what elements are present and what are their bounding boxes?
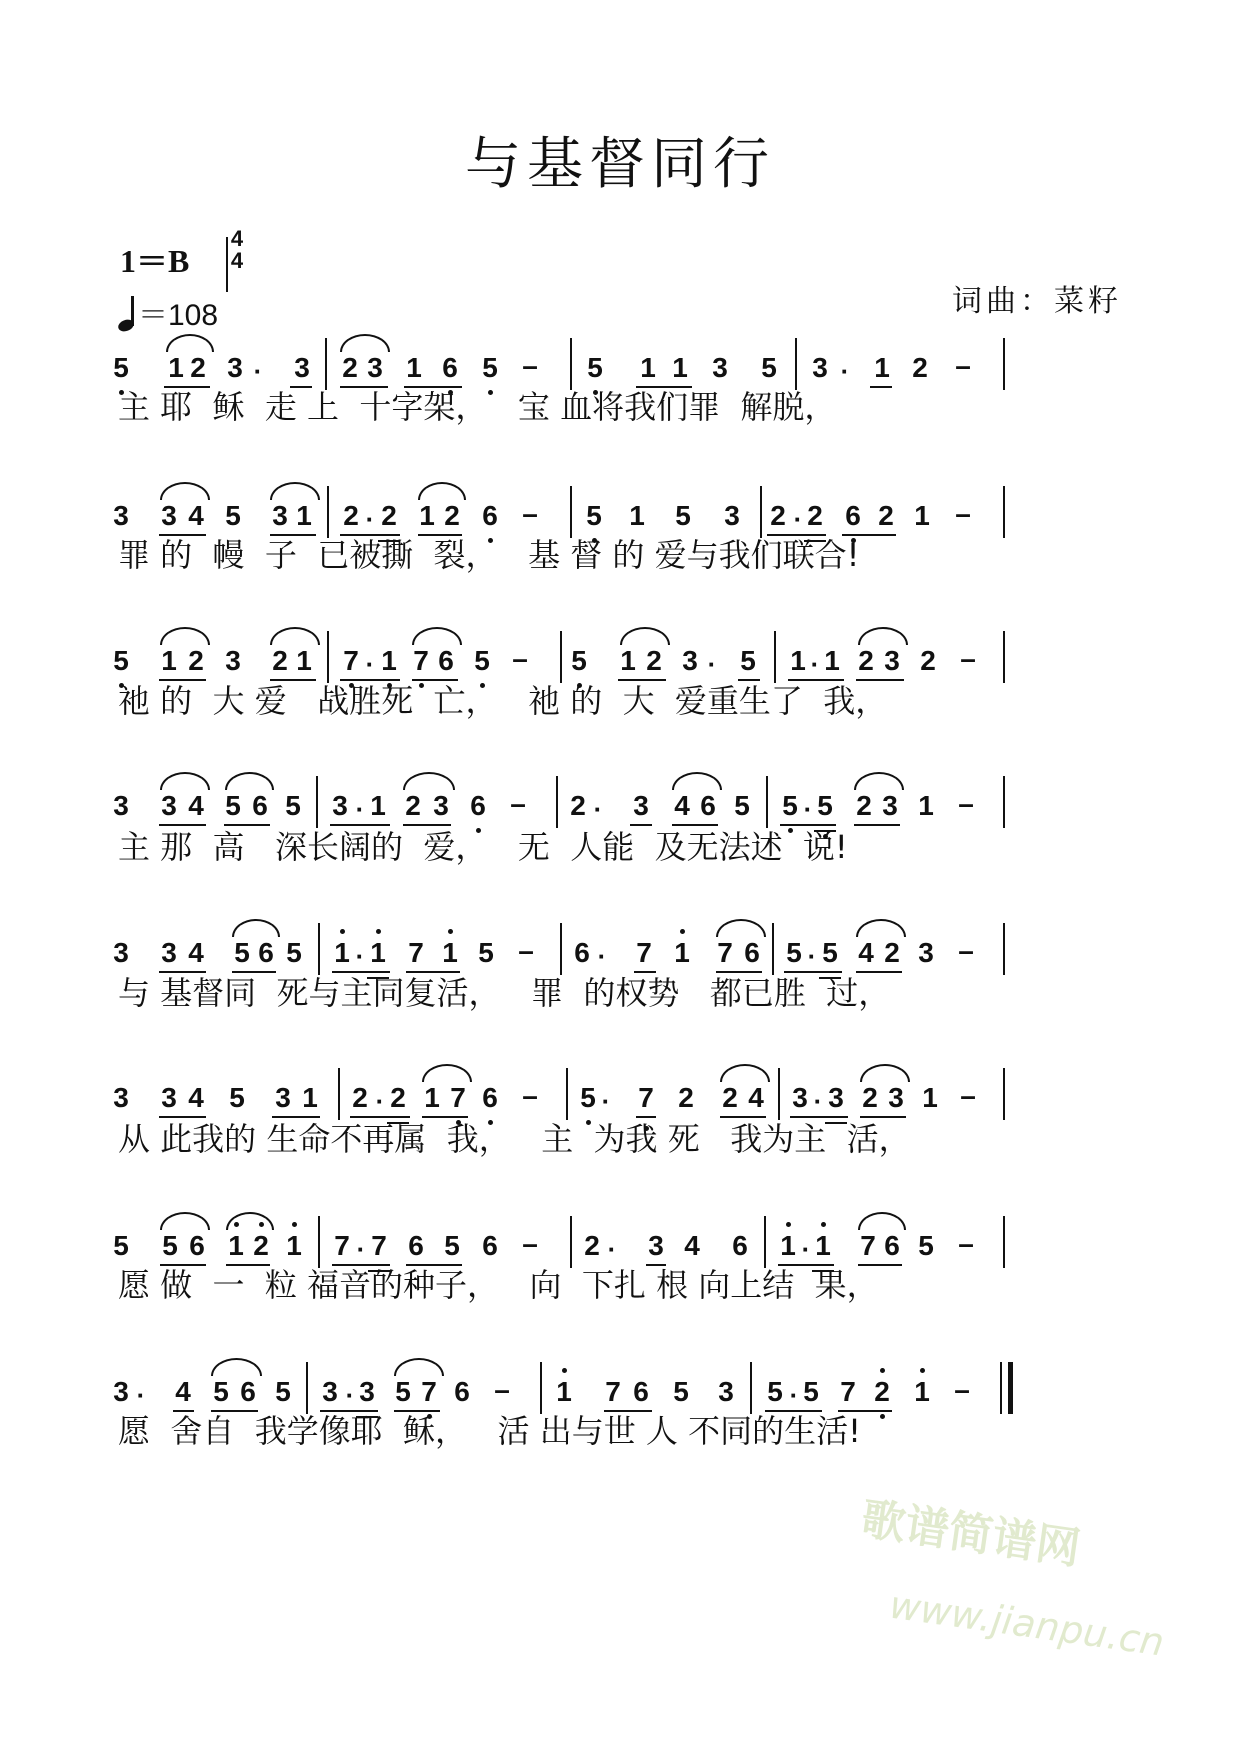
note: 6 <box>700 790 716 821</box>
note: 1 <box>914 1376 930 1407</box>
note: 5 <box>275 1376 291 1407</box>
note: 4 <box>188 937 204 968</box>
note: 2 <box>884 937 900 968</box>
note: 5 <box>113 645 129 676</box>
note: 6 <box>482 1082 498 1113</box>
note: 5 <box>225 790 241 821</box>
note: 2 <box>190 352 206 383</box>
note: 3 <box>272 500 288 531</box>
octave-up-dot <box>376 929 381 934</box>
note: 5 <box>918 1230 934 1261</box>
note: 3 <box>227 352 243 383</box>
note: 3 <box>648 1230 664 1261</box>
watermark-line1: 歌谱简谱网 <box>858 1493 1084 1575</box>
slur <box>340 334 390 352</box>
note: 1 <box>914 500 930 531</box>
note: 2 <box>253 1230 269 1261</box>
note: 6 <box>408 1230 424 1261</box>
slur <box>858 627 908 645</box>
note: 5 <box>587 352 603 383</box>
note: 1 <box>168 352 184 383</box>
note: 5 <box>213 1376 229 1407</box>
augmentation-dot: · <box>593 794 603 824</box>
augmentation-dot: · <box>355 794 365 824</box>
slur <box>226 1212 274 1230</box>
quarter-note-icon <box>118 297 138 331</box>
note: 2 <box>856 790 872 821</box>
note: 5 <box>580 1082 596 1113</box>
note: 2 <box>862 1082 878 1113</box>
barline <box>1003 631 1005 683</box>
slur <box>720 1064 770 1082</box>
note: 4 <box>858 937 874 968</box>
augmentation-dot: · <box>253 356 263 386</box>
note: 6 <box>252 790 268 821</box>
barline <box>1003 1216 1005 1268</box>
note: 4 <box>684 1230 700 1261</box>
lyric-line: 与 基督同 死与主同复活， 罪 的权势 都已胜 过， <box>118 974 891 1012</box>
note: 7 <box>450 1082 466 1113</box>
note: 5 <box>822 937 838 968</box>
slur <box>858 1212 906 1230</box>
note: 2 <box>920 645 936 676</box>
note: 7 <box>636 937 652 968</box>
note: 3 <box>322 1376 338 1407</box>
note: 5 <box>734 790 750 821</box>
note: 2 <box>381 500 397 531</box>
note: 3 <box>113 937 129 968</box>
barline <box>778 1068 780 1120</box>
note: 3 <box>275 1082 291 1113</box>
octave-up-dot <box>340 929 345 934</box>
barline <box>1003 1068 1005 1120</box>
slur <box>166 334 214 352</box>
augmentation-dot: · <box>803 794 813 824</box>
eighth-underline <box>870 386 892 388</box>
note: 7 <box>343 645 359 676</box>
note: 1 <box>815 1230 831 1261</box>
note: 2 <box>858 645 874 676</box>
watermark <box>850 1480 1167 1680</box>
note: 5 <box>586 500 602 531</box>
octave-up-dot <box>680 929 685 934</box>
note: 3 <box>882 790 898 821</box>
augmentation-dot: · <box>356 1234 366 1264</box>
extension-dash: – <box>954 1374 970 1405</box>
lyric-line: 从 此我的 生命不再属 我， 主 为我 死 我为主 活， <box>118 1120 911 1158</box>
note: 2 <box>912 352 928 383</box>
extension-dash: – <box>512 643 528 674</box>
augmentation-dot: · <box>793 504 803 534</box>
note: 3 <box>812 352 828 383</box>
note: 2 <box>646 645 662 676</box>
note: 3 <box>161 790 177 821</box>
slur <box>160 482 210 500</box>
extension-dash: – <box>522 1080 538 1111</box>
note: 1 <box>228 1230 244 1261</box>
time-signature-bottom: 4 <box>230 248 244 273</box>
barline <box>338 1068 340 1120</box>
key-signature: 1＝B <box>120 243 190 279</box>
note: 5 <box>673 1376 689 1407</box>
slur <box>716 919 766 937</box>
extension-dash: – <box>955 350 971 381</box>
note: 5 <box>478 937 494 968</box>
augmentation-dot: · <box>707 649 717 679</box>
slur <box>672 772 722 790</box>
note: 3 <box>433 790 449 821</box>
augmentation-dot: · <box>810 649 820 679</box>
note: 5 <box>113 1230 129 1261</box>
note: 6 <box>482 1230 498 1261</box>
extension-dash: – <box>510 788 526 819</box>
extension-dash: – <box>960 643 976 674</box>
note: 1 <box>629 500 645 531</box>
extension-dash: – <box>960 1080 976 1111</box>
slur <box>412 627 462 645</box>
note: 5 <box>571 645 587 676</box>
barline <box>1003 486 1005 538</box>
note: 3 <box>918 937 934 968</box>
extension-dash: – <box>958 935 974 966</box>
extension-dash: – <box>494 1374 510 1405</box>
note: 6 <box>189 1230 205 1261</box>
slur <box>270 482 320 500</box>
note: 2 <box>770 500 786 531</box>
note: 4 <box>175 1376 191 1407</box>
octave-up-dot <box>880 1368 885 1373</box>
note: 5 <box>803 1376 819 1407</box>
note: 6 <box>633 1376 649 1407</box>
note: 1 <box>381 645 397 676</box>
note: 2 <box>678 1082 694 1113</box>
note: 1 <box>674 937 690 968</box>
note: 6 <box>574 937 590 968</box>
note: 1 <box>442 937 458 968</box>
note: 2 <box>343 500 359 531</box>
note: 7 <box>840 1376 856 1407</box>
note: 1 <box>302 1082 318 1113</box>
note: 5 <box>482 352 498 383</box>
note: 2 <box>874 1376 890 1407</box>
barline <box>1003 923 1005 975</box>
note: 5 <box>675 500 691 531</box>
augmentation-dot: · <box>365 504 375 534</box>
time-signature-top: 4 <box>230 226 244 251</box>
note: 7 <box>413 645 429 676</box>
slur <box>270 627 320 645</box>
slur <box>160 627 210 645</box>
note: 1 <box>296 645 312 676</box>
note: 5 <box>786 937 802 968</box>
extension-dash: – <box>518 935 534 966</box>
extension-dash: – <box>522 498 538 529</box>
note: 6 <box>470 790 486 821</box>
note: 1 <box>874 352 890 383</box>
slur <box>232 919 280 937</box>
note: 7 <box>408 937 424 968</box>
note: 4 <box>748 1082 764 1113</box>
note: 5 <box>767 1376 783 1407</box>
note: 3 <box>888 1082 904 1113</box>
note: 6 <box>884 1230 900 1261</box>
note: 3 <box>633 790 649 821</box>
note: 1 <box>790 645 806 676</box>
extension-dash: – <box>522 350 538 381</box>
lyric-line: 祂 的 大 爱 战胜死 亡， 祂 的 大 爱重生了 我， <box>118 682 888 720</box>
note: 2 <box>444 500 460 531</box>
final-barline-thick <box>1008 1362 1013 1414</box>
augmentation-dot: · <box>136 1380 146 1410</box>
note: 5 <box>162 1230 178 1261</box>
note: 1 <box>370 937 386 968</box>
note: 7 <box>371 1230 387 1261</box>
note: 3 <box>161 937 177 968</box>
slur <box>211 1358 262 1376</box>
augmentation-dot: · <box>813 1086 823 1116</box>
extension-dash: – <box>522 1228 538 1259</box>
note: 3 <box>113 500 129 531</box>
slur <box>418 482 466 500</box>
note: 3 <box>294 352 310 383</box>
lyric-line: 罪 的 幔 子 已被撕 裂， 基 督 的 爱与我们联合! <box>118 536 860 574</box>
barline <box>566 1068 568 1120</box>
note: 1 <box>918 790 934 821</box>
note: 5 <box>285 790 301 821</box>
note: 5 <box>234 937 250 968</box>
note: 2 <box>272 645 288 676</box>
octave-up-dot <box>562 1368 567 1373</box>
note: 1 <box>620 645 636 676</box>
slur <box>860 1064 910 1082</box>
note: 2 <box>405 790 421 821</box>
note: 5 <box>474 645 490 676</box>
note: 5 <box>444 1230 460 1261</box>
note: 5 <box>740 645 756 676</box>
barline <box>1003 776 1005 828</box>
watermark-line2: www.jianpu.cn <box>886 1582 1167 1665</box>
note: 4 <box>188 500 204 531</box>
note: 4 <box>188 1082 204 1113</box>
augmentation-dot: · <box>789 1380 799 1410</box>
note: 6 <box>438 645 454 676</box>
note: 1 <box>370 790 386 821</box>
note: 7 <box>860 1230 876 1261</box>
tempo-value: ＝108 <box>138 299 219 332</box>
lyric-line: 主 耶 稣 走 上 十字架， 宝 血将我们罪 解脱， <box>118 388 837 426</box>
final-barline <box>1000 1362 1002 1414</box>
note: 2 <box>722 1082 738 1113</box>
note: 6 <box>845 500 861 531</box>
note: 2 <box>807 500 823 531</box>
augmentation-dot: · <box>375 1086 385 1116</box>
note: 5 <box>761 352 777 383</box>
tempo-marking <box>118 290 218 334</box>
note: 2 <box>570 790 586 821</box>
slur <box>394 1358 444 1376</box>
note: 7 <box>334 1230 350 1261</box>
note: 3 <box>792 1082 808 1113</box>
slur <box>620 627 670 645</box>
note: 1 <box>419 500 435 531</box>
note: 1 <box>406 352 422 383</box>
note: 5 <box>395 1376 411 1407</box>
note: 1 <box>780 1230 796 1261</box>
note: 3 <box>712 352 728 383</box>
note: 3 <box>113 790 129 821</box>
augmentation-dot: · <box>807 941 817 971</box>
extension-dash: – <box>958 788 974 819</box>
augmentation-dot: · <box>607 1234 617 1264</box>
augmentation-dot: · <box>365 649 375 679</box>
octave-up-dot <box>292 1222 297 1227</box>
note: 4 <box>674 790 690 821</box>
barline <box>556 776 558 828</box>
barline <box>316 776 318 828</box>
note: 5 <box>782 790 798 821</box>
lyric-line: 主 那 高 深长阔的 爱， 无 人能 及无法述 说! <box>118 828 848 866</box>
note: 6 <box>454 1376 470 1407</box>
note: 4 <box>188 790 204 821</box>
note: 6 <box>442 352 458 383</box>
note: 2 <box>342 352 358 383</box>
note: 3 <box>225 645 241 676</box>
time-signature <box>226 228 248 272</box>
note: 1 <box>640 352 656 383</box>
note: 6 <box>744 937 760 968</box>
note: 7 <box>421 1376 437 1407</box>
eighth-underline <box>854 824 900 826</box>
note: 3 <box>718 1376 734 1407</box>
slur <box>854 772 904 790</box>
octave-up-dot <box>821 1222 826 1227</box>
barline <box>766 776 768 828</box>
note: 7 <box>605 1376 621 1407</box>
extension-dash: – <box>955 498 971 529</box>
note: 7 <box>638 1082 654 1113</box>
note: 5 <box>817 790 833 821</box>
note: 3 <box>828 1082 844 1113</box>
augmentation-dot: · <box>801 1234 811 1264</box>
note: 1 <box>672 352 688 383</box>
octave-down-dot <box>880 1414 885 1419</box>
slur <box>160 772 210 790</box>
extension-dash: – <box>958 1228 974 1259</box>
note: 1 <box>161 645 177 676</box>
note: 7 <box>717 937 733 968</box>
note: 6 <box>240 1376 256 1407</box>
augmentation-dot: · <box>345 1380 355 1410</box>
lyric-line: 愿 做 一 粒 福音的种子， 向 下扎 根 向上结 果， <box>118 1266 879 1304</box>
note: 2 <box>188 645 204 676</box>
song-title: 与基督同行 <box>465 132 775 197</box>
note: 3 <box>161 500 177 531</box>
augmentation-dot: · <box>355 941 365 971</box>
augmentation-dot: · <box>840 356 850 386</box>
note: 2 <box>878 500 894 531</box>
note: 5 <box>225 500 241 531</box>
note: 3 <box>113 1082 129 1113</box>
note: 3 <box>161 1082 177 1113</box>
slur <box>160 1212 210 1230</box>
note: 2 <box>390 1082 406 1113</box>
barline <box>1003 338 1005 390</box>
augmentation-dot: · <box>597 941 607 971</box>
note: 5 <box>286 937 302 968</box>
note: 6 <box>732 1230 748 1261</box>
note: 3 <box>884 645 900 676</box>
note: 6 <box>482 500 498 531</box>
note: 1 <box>556 1376 572 1407</box>
note: 1 <box>424 1082 440 1113</box>
slur <box>403 772 455 790</box>
note: 1 <box>286 1230 302 1261</box>
octave-up-dot <box>448 929 453 934</box>
note: 3 <box>113 1376 129 1407</box>
note: 1 <box>922 1082 938 1113</box>
note: 5 <box>113 352 129 383</box>
note: 6 <box>258 937 274 968</box>
note: 3 <box>332 790 348 821</box>
slur <box>422 1064 472 1082</box>
note: 2 <box>584 1230 600 1261</box>
octave-up-dot <box>920 1368 925 1373</box>
note: 2 <box>352 1082 368 1113</box>
note: 3 <box>367 352 383 383</box>
note: 1 <box>334 937 350 968</box>
augmentation-dot: · <box>601 1086 611 1116</box>
credit: 词曲：菜籽 <box>952 284 1122 319</box>
note: 3 <box>359 1376 375 1407</box>
lyric-line: 愿 舍自 我学像耶 稣， 活 出与世 人 不同的生活! <box>118 1412 861 1450</box>
note: 1 <box>824 645 840 676</box>
note: 5 <box>229 1082 245 1113</box>
note: 3 <box>724 500 740 531</box>
note: 3 <box>682 645 698 676</box>
octave-up-dot <box>786 1222 791 1227</box>
note: 1 <box>296 500 312 531</box>
slur <box>856 919 906 937</box>
slur <box>225 772 274 790</box>
